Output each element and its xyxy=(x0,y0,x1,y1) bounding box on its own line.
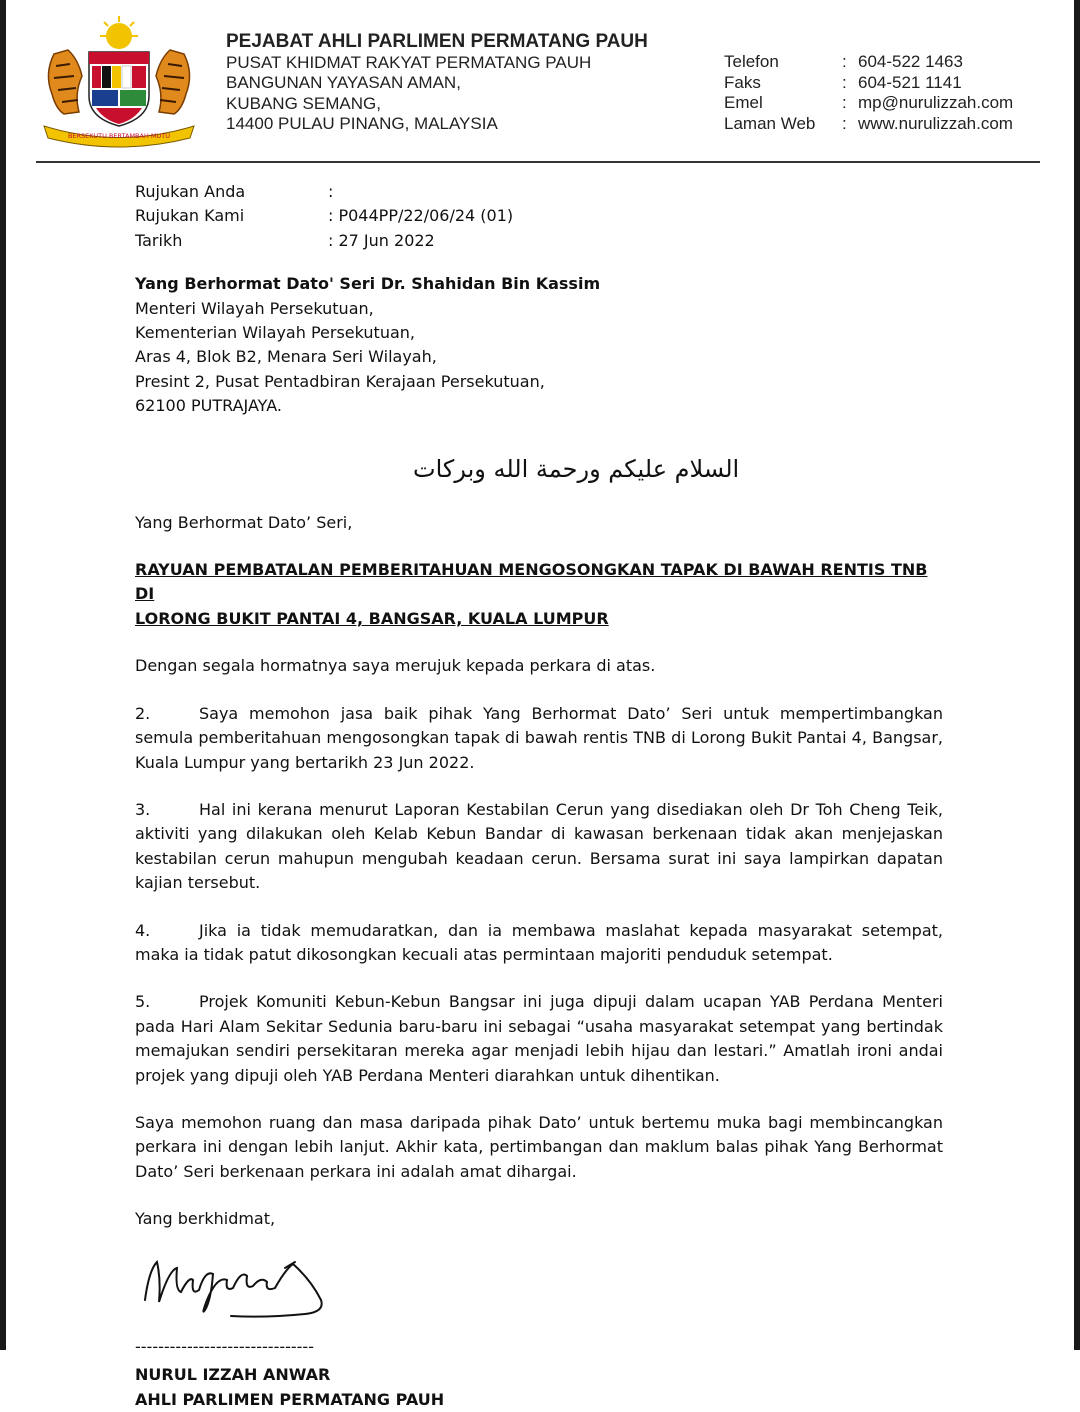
contact-value: 604-522 1463 xyxy=(858,52,963,71)
recipient-line: Menteri Wilayah Persekutuan, xyxy=(135,298,374,318)
signature-line: ------------------------------- xyxy=(135,1337,314,1356)
reference-row xyxy=(135,204,943,228)
contact-phone xyxy=(724,52,1013,73)
contact-separator: : xyxy=(842,93,847,113)
sign-off: Yang berkhidmat, xyxy=(135,1209,276,1229)
recipient-line: Presint 2, Pusat Pentadbiran Kerajaan Persekutuan, xyxy=(135,371,545,391)
paragraph xyxy=(135,919,943,968)
paragraph-number: 2. xyxy=(135,703,151,723)
paragraph-text: Projek Komuniti Kebun-Kebun Bangsar ini juga dipuji dalam ucapan YAB Perdana Menteri pada Hari Alam Sekitar Sedunia baru-baru ini sebagai “usaha masyarakat setempat yang bertindak memajukan sendiri persekitaran mereka agar menjadi lebih hijau dan lestari.” Amatlah ironi andai projek yang dipuji oleh YAB Perdana Menteri diarahkan untuk dihentikan. xyxy=(135,992,943,1085)
paragraph-number: 5. xyxy=(135,992,151,1012)
arabic-greeting xyxy=(135,441,943,497)
reference-block xyxy=(135,180,943,253)
left-border xyxy=(0,0,6,1350)
paragraph xyxy=(135,990,943,1088)
right-border xyxy=(1074,0,1080,1350)
paragraph-number: 4. xyxy=(135,920,151,940)
paragraph xyxy=(135,798,943,896)
recipient-address xyxy=(135,272,943,418)
reference-row xyxy=(135,180,943,204)
contact-email xyxy=(724,93,1013,114)
contact-block xyxy=(724,52,1013,134)
arabic-greeting-text: السلام عليكم ورحمة الله وبركات xyxy=(413,454,740,483)
reference-value: : xyxy=(328,182,334,201)
reference-row xyxy=(135,229,943,253)
paragraph-text: Hal ini kerana menurut Laporan Kestabilan Cerun yang disediakan oleh Dr Toh Cheng Teik, aktiviti yang dilakukan oleh Kelab Kebun Bandar di kawasan berkenaan tidak akan menjejaskan kestabilan cerun mahupun mengubah keadaan cerun. Bersama surat ini saya lampirkan dapatan kajian tersebut. xyxy=(135,799,943,893)
handwritten-signature xyxy=(135,1240,335,1320)
address-line: BANGUNAN YAYASAN AMAN, xyxy=(226,73,461,93)
contact-value: mp@nurulizzah.com xyxy=(858,93,1014,113)
address-line: KUBANG SEMANG, xyxy=(226,93,381,113)
contact-separator: : xyxy=(842,52,847,71)
reference-label: Rujukan Anda xyxy=(135,182,246,201)
contact-value: www.nurulizzah.com xyxy=(858,113,1013,133)
recipient-line: Kementerian Wilayah Persekutuan, xyxy=(135,323,415,343)
signer-block xyxy=(135,1363,943,1412)
contact-label: Telefon xyxy=(724,52,779,71)
subject-line: LORONG BUKIT PANTAI 4, BANGSAR, KUALA LUMPUR xyxy=(135,608,609,628)
letter-body xyxy=(135,180,943,1412)
crest-motto: BERSEKUTU BERTAMBAH MUTU xyxy=(67,132,171,140)
opening-paragraph: Dengan segala hormatnya saya merujuk kepada perkara di atas. xyxy=(135,656,656,676)
signer-title: AHLI PARLIMEN PERMATANG PAUH xyxy=(135,1389,445,1409)
salutation: Yang Berhormat Dato’ Seri, xyxy=(135,512,353,532)
subject-line: RAYUAN PEMBATALAN PEMBERITAHUAN MENGOSONGKAN TAPAK DI BAWAH RENTIS TNB DI xyxy=(135,560,928,604)
reference-label: Rujukan Kami xyxy=(135,206,245,226)
address-line: 14400 PULAU PINANG, MALAYSIA xyxy=(226,114,498,134)
recipient-name: Yang Berhormat Dato' Seri Dr. Shahidan Bin Kassim xyxy=(135,274,601,294)
address-line: PUSAT KHIDMAT RAKYAT PERMATANG PAUH xyxy=(226,52,592,72)
coat-of-arms-icon xyxy=(34,14,204,144)
contact-website xyxy=(724,114,1013,135)
contact-separator: : xyxy=(842,113,847,133)
subject-heading xyxy=(135,558,943,631)
paragraph-number: 3. xyxy=(135,799,151,819)
recipient-line: 62100 PUTRAJAYA. xyxy=(135,396,282,416)
paragraph-text: Saya memohon jasa baik pihak Yang Berhormat Dato’ Seri untuk mempertimbangkan semula pemberitahuan mengosongkan tapak di bawah rentis TNB di Lorong Bukit Pantai 4, Bangsar, Kuala Lumpur yang bertarikh 23 Jun 2022. xyxy=(135,703,943,772)
org-name: PEJABAT AHLI PARLIMEN PERMATANG PAUH xyxy=(226,31,648,52)
contact-label: Emel xyxy=(724,93,763,113)
arabic-calligraphy xyxy=(135,441,740,497)
contact-label: Faks xyxy=(724,72,761,92)
contact-value: 604-521 1141 xyxy=(858,72,962,92)
paragraph xyxy=(135,702,943,775)
letterhead-address xyxy=(226,32,648,135)
reference-value: : P044PP/22/06/24 (01) xyxy=(328,206,514,226)
contact-separator: : xyxy=(842,72,847,92)
header-divider xyxy=(36,161,1040,163)
recipient-line: Aras 4, Blok B2, Menara Seri Wilayah, xyxy=(135,347,437,367)
signer-name: NURUL IZZAH ANWAR xyxy=(135,1365,331,1385)
closing-paragraph: Saya memohon ruang dan masa daripada pihak Dato’ untuk bertemu muka bagi membincangkan perkara ini dengan lebih lanjut. Akhir kata, pertimbangan dan maklum balas pihak Yang Berhormat Dato’ Seri berkenaan perkara ini adalah amat dihargai. xyxy=(135,1112,943,1181)
contact-fax xyxy=(724,73,1013,94)
paragraph-text: Jika ia tidak memudaratkan, dan ia membawa maslahat kepada masyarakat setempat, maka ia tidak patut dikosongkan kecuali atas permintaan majoriti penduduk setempat. xyxy=(135,920,943,964)
contact-label: Laman Web xyxy=(724,113,816,133)
reference-label: Tarikh xyxy=(135,230,183,250)
reference-value: : 27 Jun 2022 xyxy=(328,230,435,250)
